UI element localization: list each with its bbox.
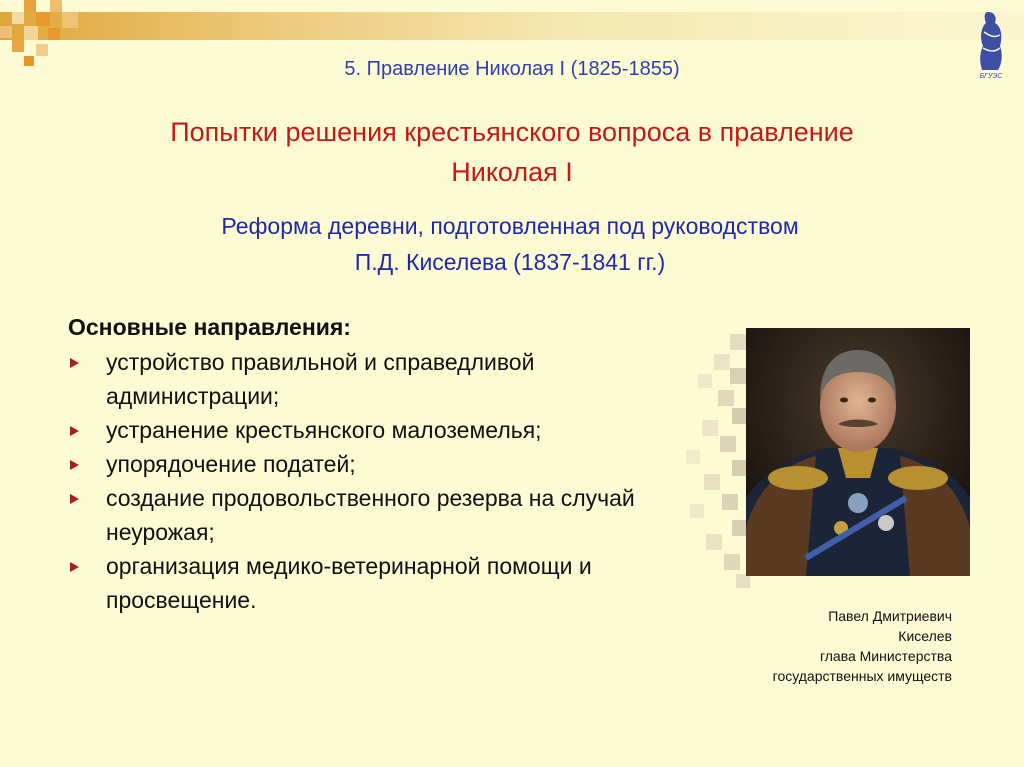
slide-title-line-2: Николая I [451,157,573,187]
list-item [66,413,656,447]
list-item [66,345,656,413]
section-title: 5. Правление Николая I (1825-1855) [344,58,680,80]
arrow-bullet-icon [70,460,79,470]
arrow-bullet-icon [70,562,79,572]
caption-line: Павел Дмитриевич [828,608,952,624]
arrow-bullet-icon [70,426,79,436]
slide-title-line-1: Попытки решения крестьянского вопроса в правление [170,117,854,147]
portrait-image [746,328,970,576]
directions-list [66,345,656,617]
list-item [66,549,656,617]
list-item-text: устройство правильной и справедливой администрации; [106,349,535,409]
slide-subtitle-line-1: Реформа деревни, подготовленная под руководством [221,213,799,239]
slide-title [40,112,984,192]
slide-subtitle [60,208,960,280]
directions-heading: Основные направления: [68,314,351,340]
arrow-bullet-icon [70,358,79,368]
list-item-text: создание продовольственного резерва на случай неурожая; [106,485,635,545]
caption-line: государственных имуществ [772,668,952,684]
portrait-caption [700,606,952,686]
list-item-text: организация медико-ветеринарной помощи и просвещение. [106,553,592,613]
top-decor-band [0,12,1024,40]
list-item-text: устранение крестьянского малоземелья; [106,417,542,443]
list-item-text: упорядочение податей; [106,451,356,477]
arrow-bullet-icon [70,494,79,504]
caption-line: Киселев [898,628,952,644]
slide-subtitle-line-2: П.Д. Киселева (1837-1841 гг.) [354,249,666,275]
list-item [66,481,656,549]
pixel-fade-decoration [640,324,750,596]
list-item [66,447,656,481]
caption-line: глава Министерства [819,648,952,664]
logo-lettering: БГУЭС [979,73,1003,80]
